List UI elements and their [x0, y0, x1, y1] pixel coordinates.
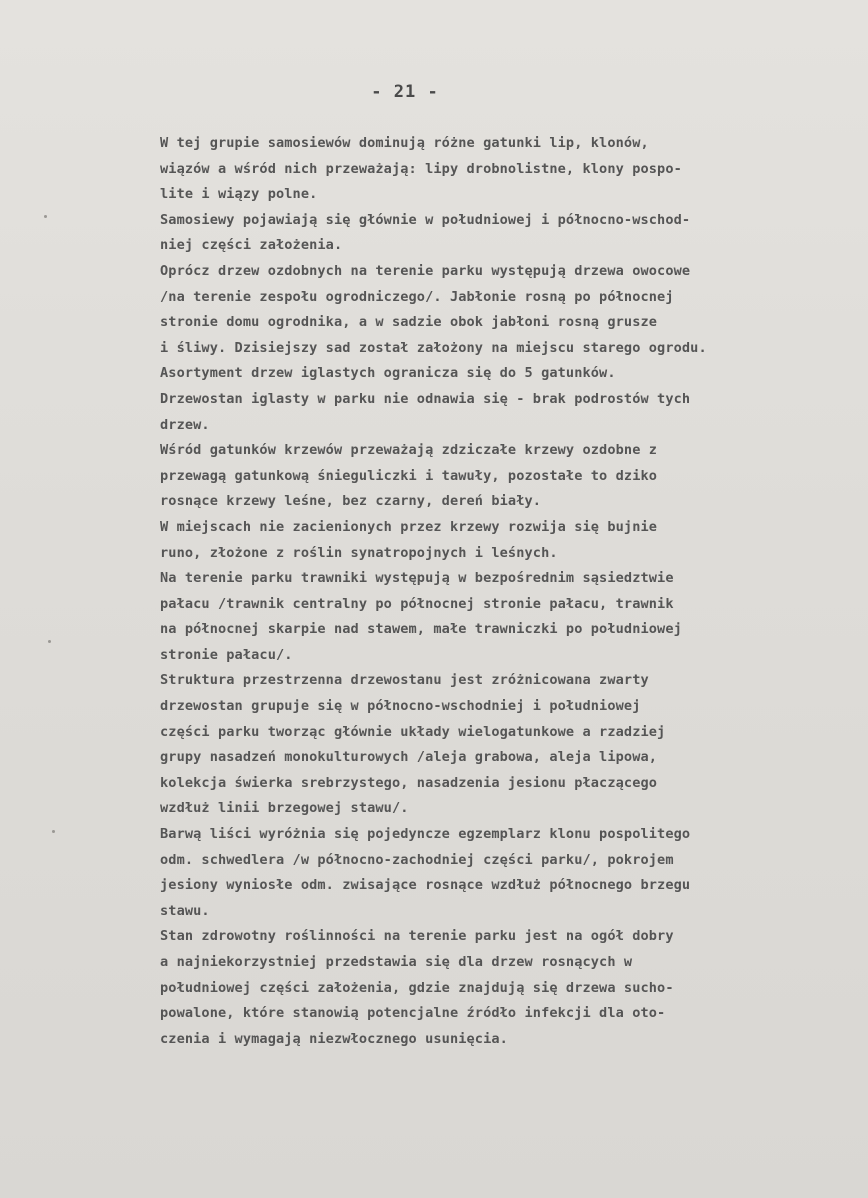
- text-line: czenia i wymagają niezwłocznego usunięcia.: [160, 1030, 508, 1047]
- text-line: powalone, które stanowią potencjalne źródło infekcji dla oto-: [160, 1005, 666, 1022]
- text-line: lite i wiązy polne.: [160, 186, 318, 203]
- text-line: grupy nasadzeń monokulturowych /aleja grabowa, aleja lipowa,: [160, 749, 658, 766]
- text-line: Na terenie parku trawniki występują w bezpośrednim sąsiedztwie: [160, 570, 674, 587]
- text-line: odm. schwedlera /w północno-zachodniej części parku/, pokrojem: [160, 851, 674, 868]
- paper-speck: [48, 640, 51, 643]
- text-line: stawu.: [160, 902, 210, 919]
- text-line: drzewostan grupuje się w północno-wschodniej i południowej: [160, 698, 641, 715]
- text-line: południowej części założenia, gdzie znajdują się drzewa sucho-: [160, 979, 674, 996]
- text-line: a najniekorzystniej przedstawia się dla drzew rosnących w: [160, 954, 633, 970]
- text-line: kolekcja świerka srebrzystego, nasadzenia jesionu płaczącego: [160, 774, 658, 791]
- text-line: drzew.: [160, 416, 210, 433]
- text-line: stronie pałacu/.: [160, 646, 293, 663]
- text-line: runo, złożone z roślin synatropojnych i leśnych.: [160, 544, 558, 561]
- text-line: Barwą liści wyróżnia się pojedyncze egzemplarz klonu pospolitego: [160, 826, 691, 843]
- text-line: i śliwy. Dzisiejszy sad został założony na miejscu starego ogrodu.: [160, 339, 707, 356]
- text-line: wzdłuż linii brzegowej stawu/.: [160, 800, 409, 817]
- text-line: jesiony wyniosłe odm. zwisające rosnące wzdłuż północnego brzegu: [160, 877, 691, 894]
- text-line: stronie domu ogrodnika, a w sadzie obok jabłoni rosną grusze: [160, 314, 658, 331]
- text-line: na północnej skarpie nad stawem, małe trawniczki po południowej: [160, 621, 682, 638]
- text-line: niej części założenia.: [160, 237, 343, 254]
- text-line: /na terenie zespołu ogrodniczego/. Jabłonie rosną po północnej: [160, 288, 674, 305]
- text-line: Drzewostan iglasty w parku nie odnawia się - brak podrostów tych: [160, 390, 691, 407]
- paper-speck: [44, 215, 47, 218]
- text-line: Oprócz drzew ozdobnych na terenie parku występują drzewa owocowe: [160, 262, 691, 279]
- body-text: [160, 131, 860, 1052]
- text-line: Struktura przestrzenna drzewostanu jest zróżnicowana zwarty: [160, 672, 649, 689]
- text-line: Stan zdrowotny roślinności na terenie parku jest na ogół dobry: [160, 928, 674, 945]
- text-line: części parku tworząc głównie układy wielogatunkowe a rzadziej: [160, 723, 666, 740]
- text-line: przewagą gatunkową śnieguliczki i tawuły, pozostałe to dziko: [160, 467, 658, 484]
- text-line: W miejscach nie zacienionych przez krzewy rozwija się bujnie: [160, 518, 658, 535]
- paper-speck: [52, 830, 55, 833]
- text-line: Asortyment drzew iglastych ogranicza się do 5 gatunków.: [160, 365, 616, 382]
- text-line: Wśród gatunków krzewów przeważają zdziczałe krzewy ozdobne z: [160, 442, 658, 459]
- text-line: Samosiewy pojawiają się głównie w południowej i północno-wschod-: [160, 211, 691, 228]
- text-line: pałacu /trawnik centralny po północnej stronie pałacu, trawnik: [160, 595, 674, 612]
- page-number: - 21 -: [371, 82, 439, 102]
- text-line: wiązów a wśród nich przeważają: lipy drobnolistne, klony pospo-: [160, 160, 682, 177]
- text-line: W tej grupie samosiewów dominują różne gatunki lip, klonów,: [160, 135, 649, 151]
- text-line: rosnące krzewy leśne, bez czarny, dereń biały.: [160, 493, 542, 510]
